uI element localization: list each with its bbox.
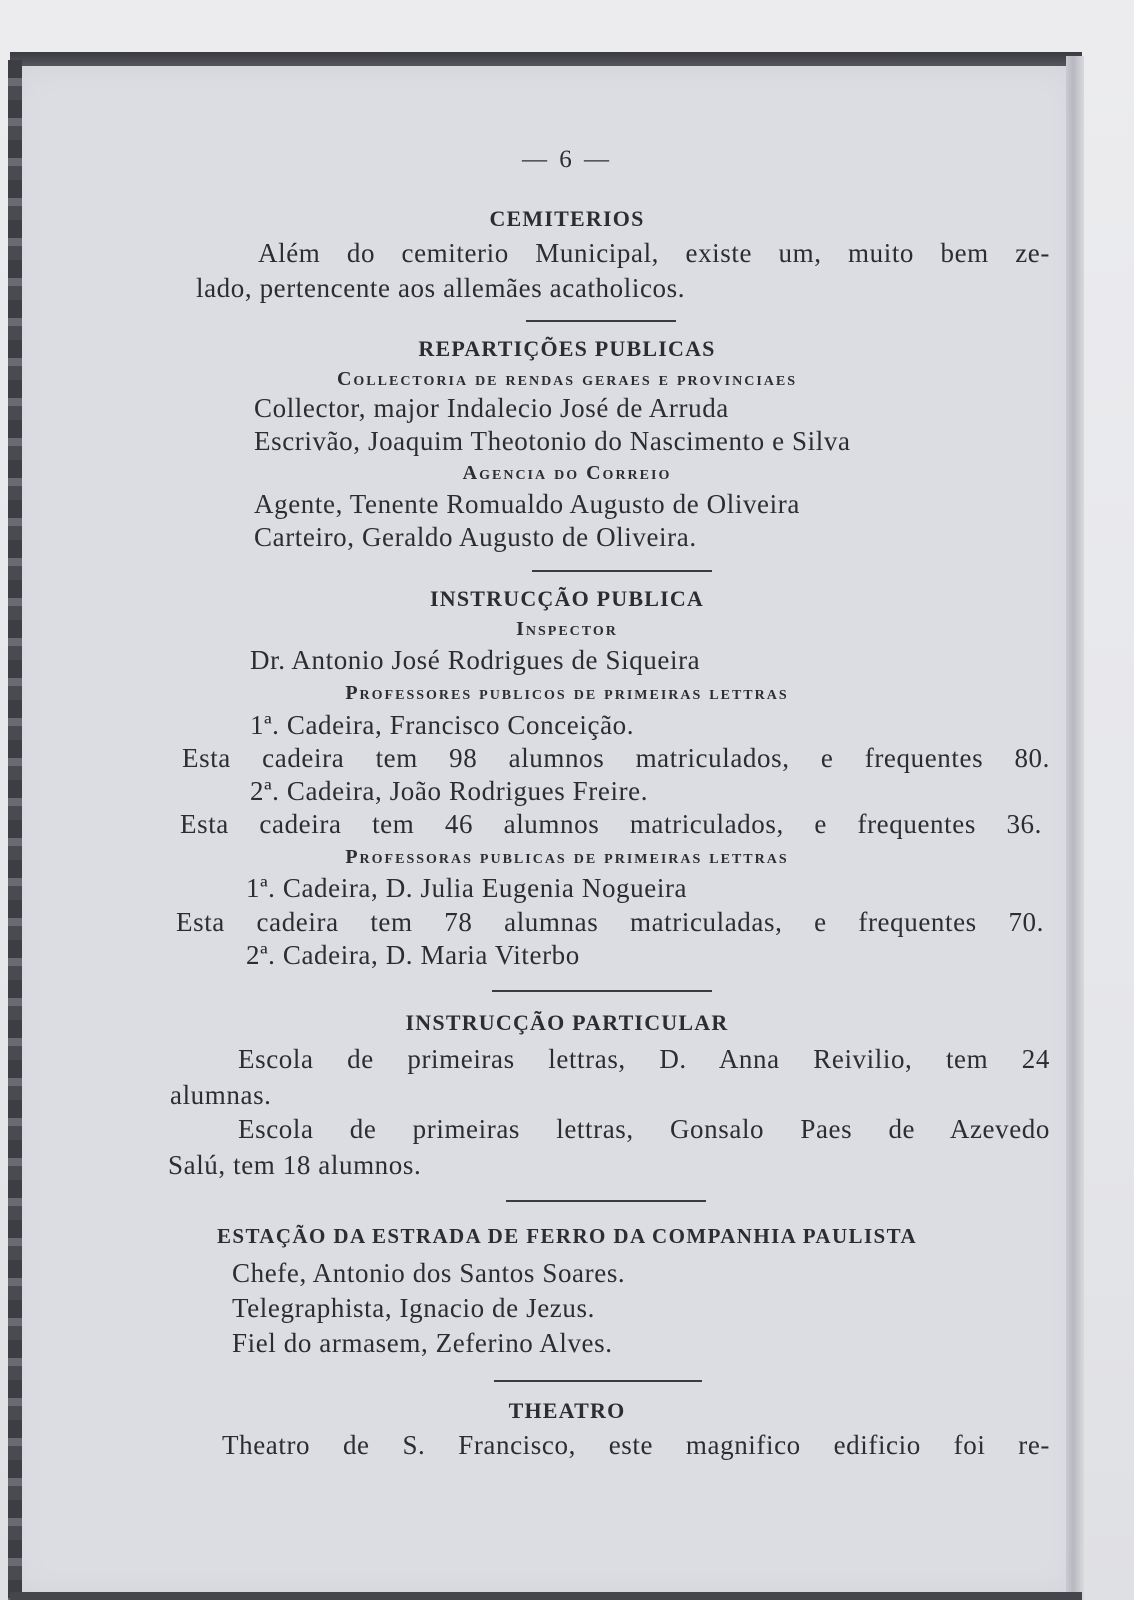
theatro-line: Theatro de S. Francisco, este magnifico edificio foi re-	[222, 1430, 1050, 1460]
agencia-line: Carteiro, Geraldo Augusto de Oliveira.	[254, 522, 697, 552]
particular-line: Escola de primeiras lettras, Gonsalo Paes de Azevedo	[238, 1114, 1050, 1144]
collectoria-line: Collector, major Indalecio José de Arruda	[254, 393, 729, 423]
agencia-line: Agente, Tenente Romualdo Augusto de Oliveira	[254, 489, 800, 519]
particular-line: alumnas.	[170, 1080, 272, 1110]
estacao-line: Telegraphista, Ignacio de Jezus.	[232, 1293, 595, 1323]
cemiterios-title: CEMITERIOS	[489, 206, 645, 231]
estacao-line: Chefe, Antonio dos Santos Soares.	[232, 1258, 626, 1288]
agencia-heading: Agencia do Correio	[462, 462, 672, 484]
professores-heading: Professores publicos de primeiras lettras	[345, 682, 789, 704]
estacao-title: ESTAÇÃO DA ESTRADA DE FERRO DA COMPANHIA PAULISTA	[216, 1224, 918, 1248]
professoras-heading: Professoras publicas de primeiras lettras	[345, 846, 789, 868]
inspector-heading: Inspector	[516, 618, 618, 640]
instruccao-particular-title: INSTRUCÇÃO PARTICULAR	[405, 1010, 729, 1035]
collectoria-heading: Collectoria de rendas geraes e provinciaes	[336, 368, 798, 390]
cemiterios-line: lado, pertencente aos allemães acatholicos.	[196, 273, 686, 303]
professoras-line: 1ª. Cadeira, D. Julia Eugenia Nogueira	[246, 873, 688, 903]
professoras-line: Esta cadeira tem 78 alumnas matriculadas, e frequentes 70.	[176, 907, 1044, 937]
section-divider	[492, 990, 712, 992]
professores-line: Esta cadeira tem 46 alumnos matriculados, e frequentes 36.	[180, 809, 1042, 839]
particular-line: Salú, tem 18 alumnos.	[168, 1150, 422, 1180]
section-divider	[532, 570, 712, 572]
theatro-title: THEATRO	[508, 1398, 626, 1423]
cemiterios-line: Além do cemiterio Municipal, existe um, muito bem ze-	[258, 238, 1050, 268]
reparticoes-title: REPARTIÇÕES PUBLICAS	[418, 336, 716, 361]
professores-line: 1ª. Cadeira, Francisco Conceição.	[250, 710, 635, 740]
professoras-line: 2ª. Cadeira, D. Maria Viterbo	[246, 940, 580, 970]
professores-line: Esta cadeira tem 98 alumnos matriculados, e frequentes 80.	[182, 743, 1050, 773]
particular-line: Escola de primeiras lettras, D. Anna Reivilio, tem 24	[238, 1044, 1050, 1074]
page-number: — 6 —	[522, 146, 612, 173]
professores-line: 2ª. Cadeira, João Rodrigues Freire.	[250, 776, 649, 806]
estacao-line: Fiel do armasem, Zeferino Alves.	[232, 1328, 613, 1358]
collectoria-line: Escrivão, Joaquim Theotonio do Nascimento e Silva	[254, 426, 851, 456]
inspector-line: Dr. Antonio José Rodrigues de Siqueira	[250, 645, 701, 675]
section-divider	[526, 320, 676, 322]
instruccao-publica-title: INSTRUCÇÃO PUBLICA	[429, 586, 705, 611]
section-divider	[494, 1380, 702, 1382]
section-divider	[506, 1200, 706, 1202]
